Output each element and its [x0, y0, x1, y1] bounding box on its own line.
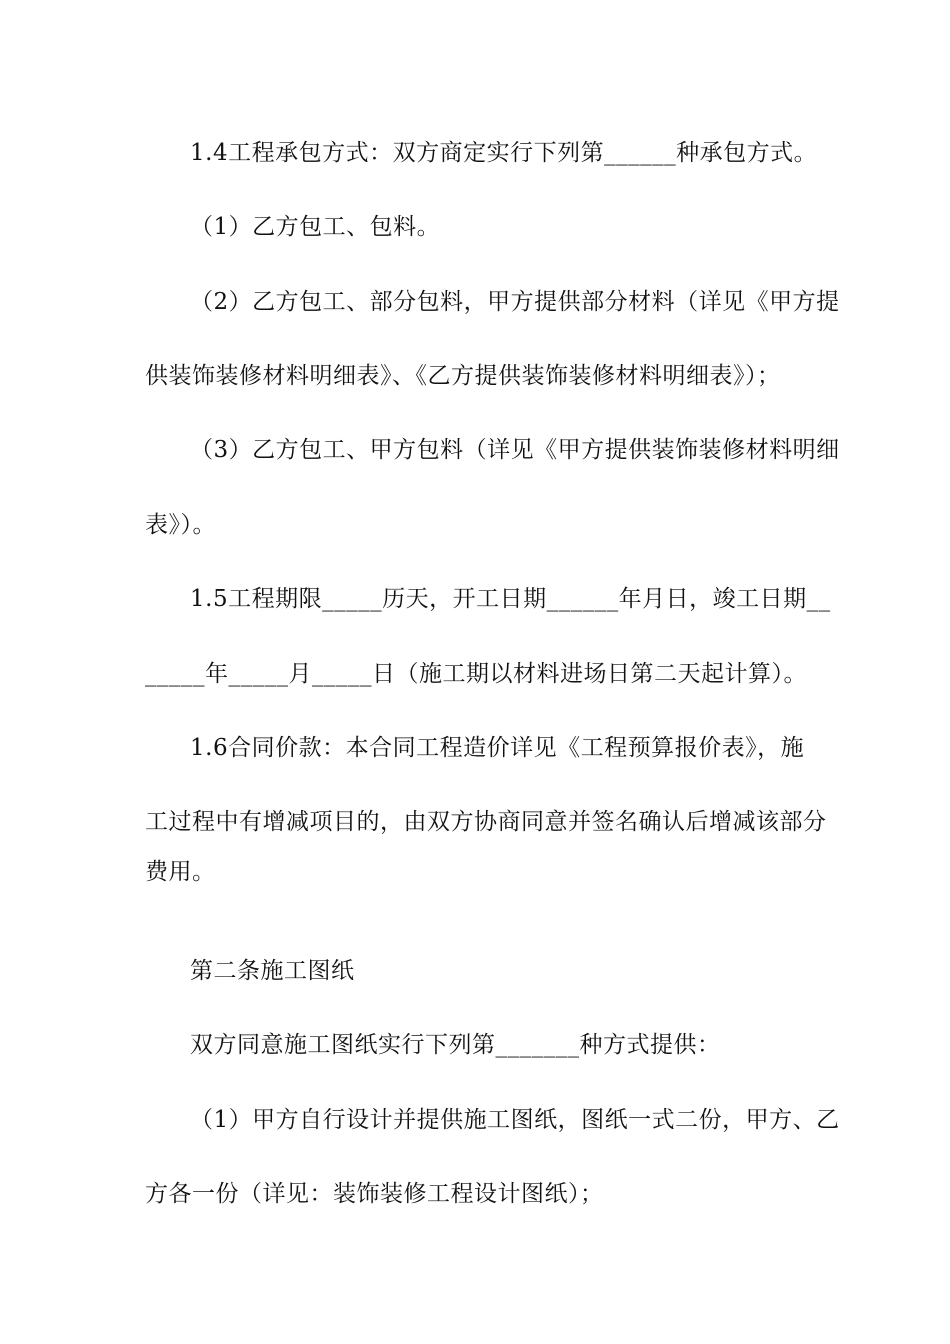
- clause-1-6-line-3: 费用。: [145, 859, 216, 885]
- clause-1-4-option-2-line-2: 供装饰装修材料明细表》、《乙方提供装饰装修材料明细表》）；: [145, 363, 781, 389]
- clause-1-4-option-1: （1）乙方包工、包料。: [190, 214, 441, 240]
- clause-1-5-line-2: _____年_____月_____日（施工期以材料进场日第二天起计算）。: [145, 661, 807, 687]
- clause-1-4-option-3-line-1: （3）乙方包工、甲方包料（详见《甲方提供装饰装修材料明细: [190, 437, 840, 463]
- clause-1-6-line-1: 1.6合同价款：本合同工程造价详见《工程预算报价表》，施: [190, 735, 805, 761]
- clause-1-4-line-1: 1.4工程承包方式：双方商定实行下列第______种承包方式。: [190, 140, 818, 166]
- article-2-option-1-line-1: （1）甲方自行设计并提供施工图纸，图纸一式二份，甲方、乙: [190, 1107, 840, 1133]
- article-2-heading: 第二条施工图纸: [190, 958, 355, 984]
- article-2-option-1-line-2: 方各一份（详见：装饰装修工程设计图纸）；: [145, 1181, 604, 1207]
- clause-1-4-option-2-line-1: （2）乙方包工、部分包料，甲方提供部分材料（详见《甲方提: [190, 289, 840, 315]
- clause-1-4-option-3-line-2: 表》）。: [145, 512, 216, 538]
- clause-1-6-line-2: 工过程中有增减项目的，由双方协商同意并签名确认后增减该部分: [145, 809, 827, 835]
- clause-1-5-line-1: 1.5工程期限_____历天，开工日期______年月日，竣工日期__: [190, 586, 831, 612]
- article-2-intro: 双方同意施工图纸实行下列第_______种方式提供：: [190, 1032, 721, 1058]
